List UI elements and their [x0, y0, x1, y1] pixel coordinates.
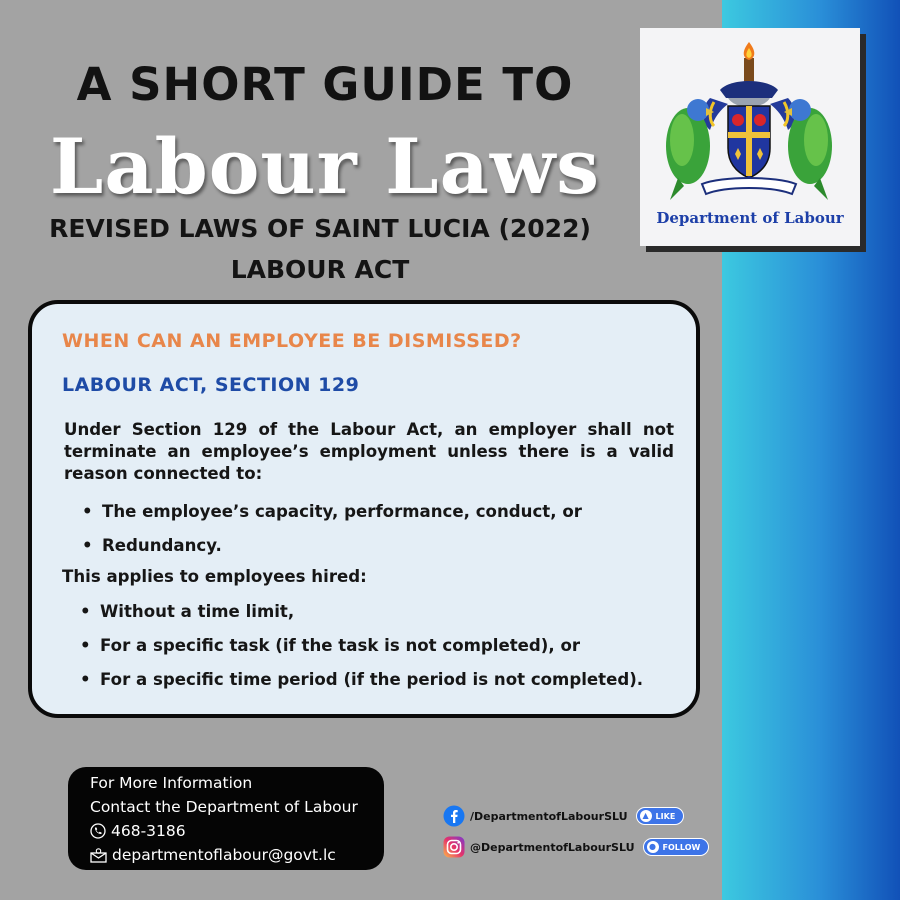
- list-item: • The employee’s capacity, performance, conduct, or: [82, 502, 582, 521]
- list-item: • For a specific time period (if the period is not completed).: [80, 670, 644, 689]
- applies-text: For a specific time period (if the period is not completed).: [100, 670, 644, 689]
- email-icon: [90, 848, 107, 863]
- applies-list: [80, 595, 643, 697]
- list-item: • Redundancy.: [82, 536, 222, 555]
- coat-of-arms-icon: [640, 28, 860, 208]
- facebook-link[interactable]: [443, 804, 684, 828]
- question-heading: WHEN CAN AN EMPLOYEE BE DISMISSED?: [62, 330, 522, 352]
- title-kicker: A SHORT GUIDE TO: [76, 58, 574, 111]
- phone-icon: [90, 823, 106, 839]
- dismissal-info-card: [28, 300, 700, 718]
- like-label: LIKE: [655, 811, 676, 821]
- instagram-link[interactable]: [443, 835, 709, 859]
- subtitle-labour-act: LABOUR ACT: [230, 255, 410, 284]
- reason-text: The employee’s capacity, performance, conduct, or: [102, 502, 582, 521]
- facebook-icon: [443, 805, 465, 827]
- applies-text: For a specific task (if the task is not completed), or: [100, 636, 581, 655]
- reasons-list: [82, 495, 582, 563]
- thumbs-up-icon: ▲: [640, 810, 652, 822]
- list-item: • Without a time limit,: [80, 602, 295, 621]
- follow-label: FOLLOW: [662, 842, 701, 852]
- page-title: Labour Laws: [49, 122, 601, 211]
- intro-paragraph: Under Section 129 of the Labour Act, an employer shall not terminate an employee’s employment unless there is a valid reason connected to:: [64, 420, 674, 483]
- contact-heading: For More Information: [90, 774, 253, 792]
- like-button[interactable]: [636, 807, 685, 825]
- logo-caption: Department of Labour: [656, 209, 844, 227]
- phone-number: 468-3186: [111, 822, 186, 840]
- contact-info-box: [68, 767, 384, 870]
- applies-intro: This applies to employees hired:: [62, 567, 367, 586]
- instagram-handle: @DepartmentofLabourSLU: [470, 840, 635, 854]
- facebook-handle: /DepartmentofLabourSLU: [470, 809, 628, 823]
- contact-phone[interactable]: [90, 822, 186, 840]
- email-address: departmentoflabour@govt.lc: [112, 846, 336, 864]
- follow-button[interactable]: [643, 838, 710, 856]
- list-item: • For a specific task (if the task is not completed), or: [80, 636, 581, 655]
- department-logo-card: [640, 28, 860, 246]
- contact-subheading: Contact the Department of Labour: [90, 798, 358, 816]
- instagram-icon: [443, 836, 465, 858]
- reason-text: Redundancy.: [102, 536, 222, 555]
- applies-text: Without a time limit,: [100, 602, 295, 621]
- person-icon: ●: [647, 841, 659, 853]
- subtitle-revised-laws: REVISED LAWS OF SAINT LUCIA (2022): [49, 214, 591, 243]
- section-heading: LABOUR ACT, SECTION 129: [62, 374, 360, 396]
- contact-email[interactable]: [90, 846, 336, 864]
